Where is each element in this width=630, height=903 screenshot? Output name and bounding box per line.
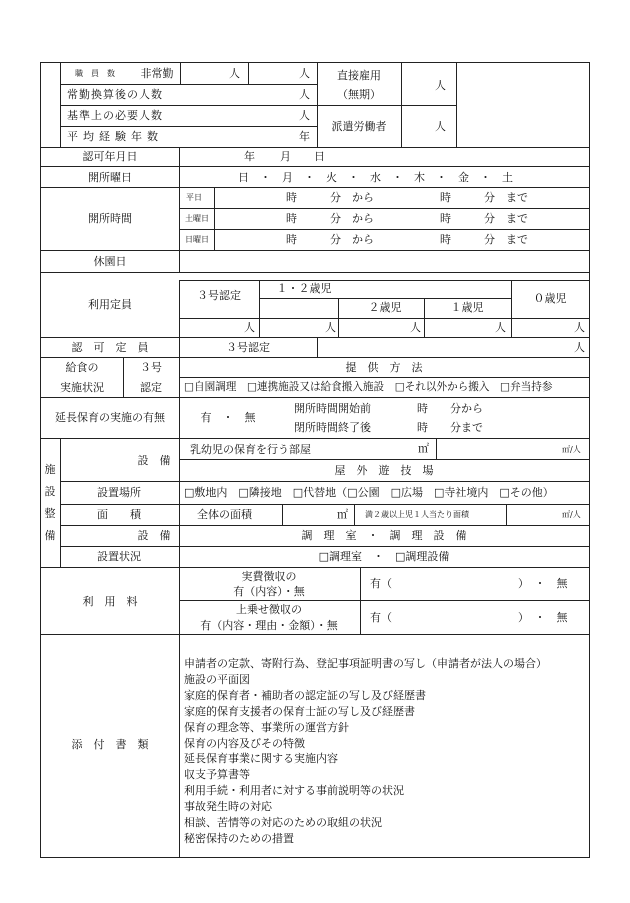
staff-count-label: 職 員 数 — [75, 69, 115, 78]
meals-label-2: 実施状況 — [60, 381, 104, 394]
direct-hire-sub-label: （無期） — [337, 88, 381, 101]
closed-days-label: 休園日 — [93, 255, 127, 268]
attachment-item: 事故発生時の対応 — [184, 800, 272, 814]
required-unit: 人 — [299, 109, 310, 122]
attachment-item: 秘密保持のための措置 — [184, 831, 294, 845]
extra-fee-yes: 有（ — [370, 611, 392, 624]
per-child-sqm-per: ㎡/人 — [562, 510, 581, 519]
after-close-label: 閉所時間終了後 — [294, 421, 371, 434]
attachment-item: 相談、苦情等の対応のための取組の状況 — [184, 816, 382, 830]
capacity-no3-unit: 人 — [244, 321, 255, 334]
age1-label: １歳児 — [450, 301, 484, 314]
attachment-item: 申請者の定款、寄附行為、登記事項証明書の写し（申請者が法人の場合） — [184, 657, 547, 670]
approved-capacity-label: 認 可 定 員 — [71, 341, 149, 354]
open-hours-label: 開所時間 — [88, 212, 132, 225]
meals-method-label: 提 供 方 法 — [345, 361, 423, 374]
saturday-hours: 時 分 から 時 分 まで — [286, 212, 528, 225]
attachment-item: 延長保育事業に関する実施内容 — [184, 752, 338, 766]
meals-label-1: 給食の — [65, 361, 99, 374]
sunday-label: 日曜日 — [185, 235, 209, 244]
facility-side-4: 備 — [44, 529, 56, 542]
open-days-label: 開所曜日 — [88, 171, 132, 184]
fees-label: 利 用 料 — [82, 595, 138, 608]
direct-hire-unit: 人 — [435, 79, 446, 92]
kitchen-label: 調 理 室 ・ 調 理 設 備 — [301, 529, 467, 542]
extra-fee-label-2: 有（内容・理由・金額）・無 — [200, 619, 338, 632]
fte-label: 常勤換算後の人数 — [67, 88, 163, 101]
total-unit: 人 — [299, 67, 310, 80]
approval-date-label: 認可年月日 — [82, 150, 138, 163]
weekday-label: 平日 — [186, 193, 202, 202]
part-time-unit: 人 — [229, 67, 240, 80]
attachment-item: 家庭的保育者・補助者の認定証の写し及び経歴書 — [184, 688, 426, 702]
attachment-item: 利用手続・利用者に対する事前説明等の状況 — [184, 784, 404, 798]
avg-experience-unit: 年 — [299, 130, 310, 143]
required-label: 基準上の必要人数 — [67, 109, 163, 122]
total-area-sqm: ㎡ — [337, 508, 348, 521]
open-days-value: 日 ・ 月 ・ 火 ・ 水 ・ 木 ・ 金 ・ 土 — [238, 171, 513, 184]
approved-unit: 人 — [574, 341, 585, 354]
attachment-item: 施設の平面図 — [184, 672, 250, 686]
kitchen-status-label: 設置状況 — [97, 550, 141, 563]
extended-care-label: 延長保育の実施の有無 — [55, 411, 165, 424]
facility-side-1: 施 — [44, 463, 56, 476]
kitchen-status-options: □調理室 ・ □調理設備 — [318, 550, 450, 563]
month-label: 月 — [280, 150, 291, 163]
extra-fee-label-1: 上乗せ徴収の — [236, 603, 302, 616]
location-label: 設置場所 — [97, 486, 141, 499]
age0-label: ０歳児 — [533, 292, 567, 305]
infant-room-sqm-per: ㎡/人 — [562, 445, 581, 454]
actual-fee-label-1: 実費徴収の — [241, 570, 297, 583]
equipment-label: 設 備 — [137, 454, 171, 467]
approved-no3-label: ３号認定 — [226, 341, 270, 354]
after-close-time: 時 分まで — [417, 421, 483, 434]
dispatch-unit: 人 — [435, 120, 446, 133]
location-options: □敷地内 □隣接地 □代替地（□公園 □広場 □寺社境内 □その他） — [184, 486, 554, 499]
outdoor-label: 屋 外 遊 技 場 — [334, 464, 434, 477]
facility-side-3: 整 — [44, 507, 56, 520]
infant-room-label: 乳幼児の保育を行う部屋 — [190, 443, 311, 456]
capacity-label: 利用定員 — [88, 298, 132, 311]
attachments-label: 添 付 書 類 — [71, 738, 149, 751]
dispatch-label: 派遣労働者 — [331, 120, 387, 133]
area-label: 面 積 — [97, 508, 141, 521]
attachment-item: 保育の理念等、事業所の運営方針 — [184, 720, 349, 734]
meals-options: □自園調理 □連携施設又は給食搬入施設 □それ以外から搬入 □弁当持参 — [184, 381, 553, 393]
day-label: 日 — [314, 150, 325, 163]
per-child-area-label: 満２歳以上児１人当たり面積 — [365, 510, 469, 519]
infant-room-sqm: ㎡ — [418, 442, 429, 455]
year-label: 年 — [244, 150, 255, 163]
attachment-item: 家庭的保育支援者の保育士証の写し及び経歴書 — [184, 704, 415, 718]
age12-label: １・２歳児 — [276, 282, 332, 295]
capacity-age2-unit: 人 — [410, 321, 421, 334]
facility-side-2: 設 — [44, 485, 56, 498]
total-area-label: 全体の面積 — [197, 508, 252, 521]
avg-experience-label: 平均経験年数 — [67, 130, 163, 143]
saturday-label: 土曜日 — [185, 214, 209, 223]
part-time-label: 非常勤 — [140, 67, 174, 80]
extra-fee-no: ） ・ 無 — [518, 611, 568, 624]
actual-fee-no: ） ・ 無 — [518, 577, 568, 590]
capacity-age1-unit: 人 — [495, 321, 506, 334]
fte-unit: 人 — [299, 88, 310, 101]
actual-fee-yes: 有（ — [370, 577, 392, 590]
weekday-hours: 時 分 から 時 分 まで — [286, 191, 528, 204]
before-open-label: 開所時間開始前 — [294, 402, 371, 415]
capacity-age0-unit: 人 — [574, 321, 585, 334]
attachment-item: 収支予算書等 — [184, 768, 250, 782]
age2-label: ２歳児 — [368, 301, 402, 314]
actual-fee-label-2: 有（内容）・無 — [233, 585, 305, 598]
extended-care-yes-no: 有 ・ 無 — [200, 411, 256, 424]
direct-hire-label: 直接雇用 — [337, 69, 381, 82]
meals-no3-2: 認定 — [140, 381, 162, 394]
attachment-item: 保育の内容及びその特徴 — [184, 736, 305, 750]
capacity-no3-label: ３号認定 — [197, 289, 241, 302]
sunday-hours: 時 分 から 時 分 まで — [286, 233, 528, 246]
equipment-label-2: 設 備 — [137, 529, 171, 542]
meals-no3-1: ３号 — [140, 361, 162, 374]
capacity-age12-unit: 人 — [325, 321, 336, 334]
before-open-time: 時 分から — [417, 402, 483, 415]
attachments-list — [184, 656, 547, 847]
